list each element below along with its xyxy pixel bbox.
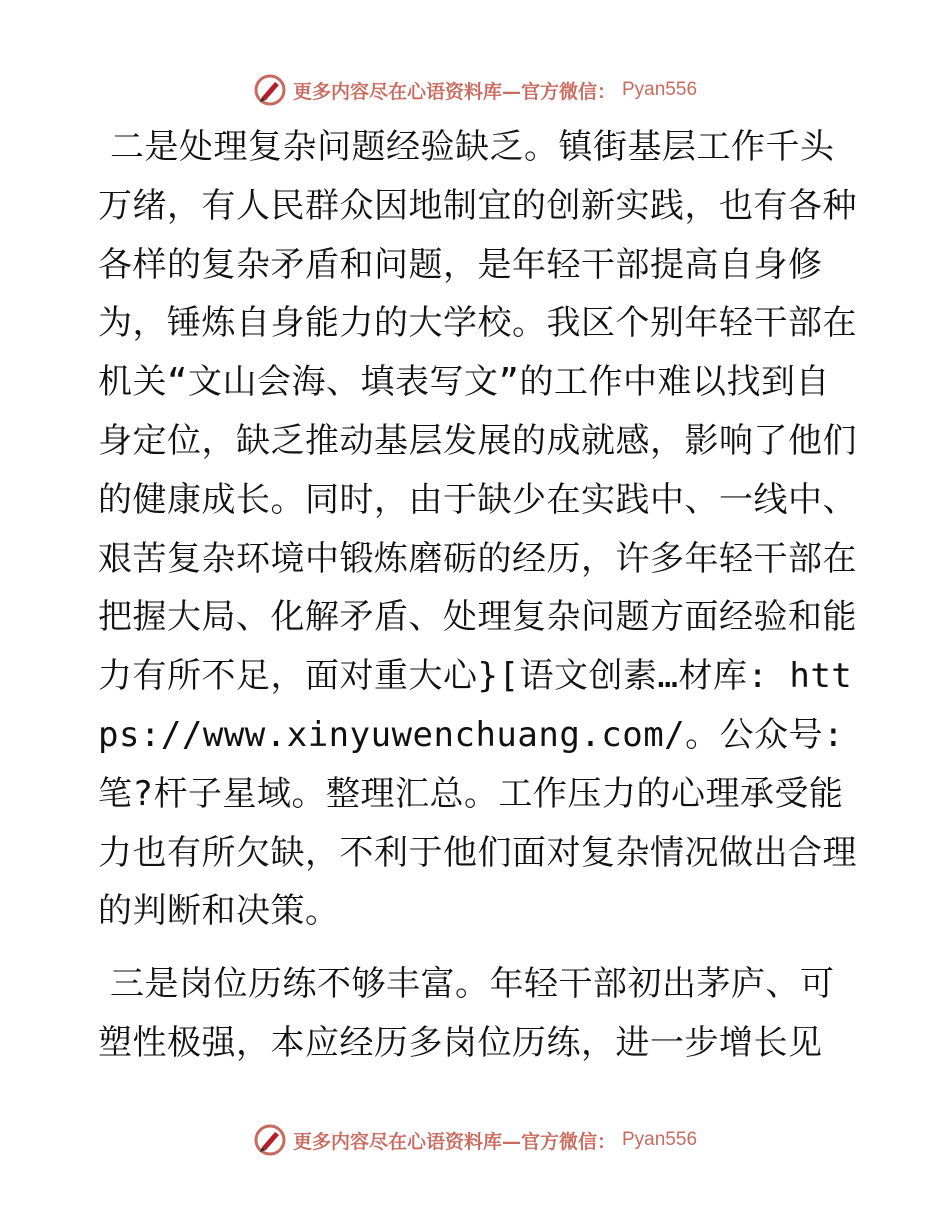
header-banner-text: 更多内容尽在心语资料库—官方微信： [292, 80, 616, 103]
footer-banner-text: 更多内容尽在心语资料库—官方微信： [292, 1130, 616, 1153]
header-banner-wechat-id: Pyan556 [622, 79, 698, 100]
document-body [98, 118, 858, 1073]
paragraph-1: 二是处理复杂问题经验缺乏。镇街基层工作千头万绪，有人民群众因地制宜的创新实践，也有各种各样的复杂矛盾和问题，是年轻干部提高自身修为，锤炼自身能力的大学校。我区个别年轻干部在机关“文山会海、填表写文”的工作中难以找到自身定位，缺乏推动基层发展的成就感，影响了他们的健康成长。同时，由于缺少在实践中、一线中、艰苦复杂环境中锻炼磨砺的经历，许多年轻干部在把握大局、化解矛盾、处理复杂问题方面经验和能力有所不足，面对重大心}[语文创素…材库: https://www.xinyuwenchuang.com/。公众号: 笔?杆子星域。整理汇总。工作压力的心理承受能力也有所欠缺，不利于他们面对复杂情况做出合理的判断和决策。 [98, 127, 857, 932]
pen-logo-icon [253, 1123, 287, 1157]
footer-banner-wechat-id: Pyan556 [622, 1129, 698, 1150]
footer-banner [0, 1120, 950, 1160]
pen-logo-icon [253, 73, 287, 107]
paragraph-2: 三是岗位历练不够丰富。年轻干部初出茅庐、可塑性极强，本应经历多岗位历练，进一步增长见 [98, 964, 835, 1063]
header-banner [0, 70, 950, 110]
